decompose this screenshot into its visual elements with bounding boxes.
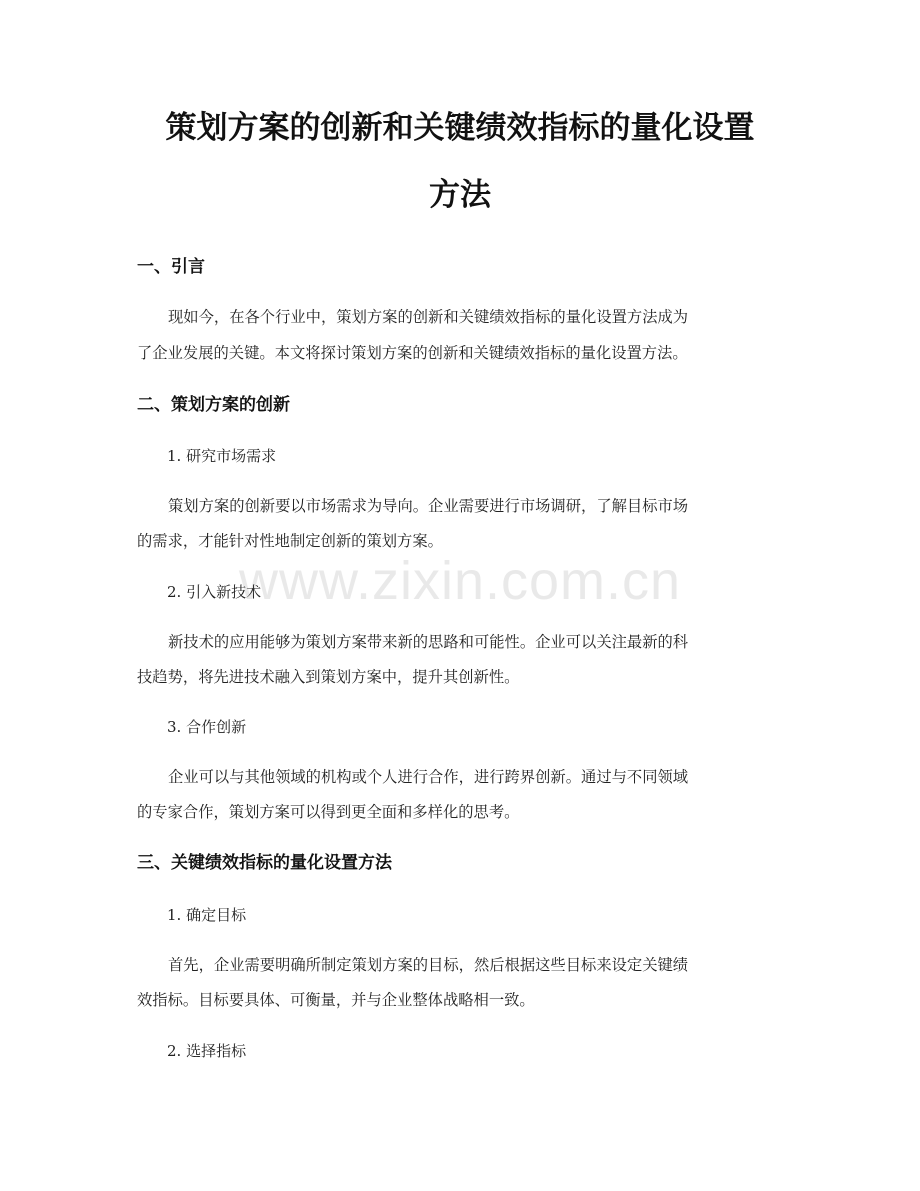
item-label-new-tech: 2. 引入新技术 [167, 583, 262, 601]
item-text-line: 企业可以与其他领域的机构或个人进行合作，进行跨界创新。通过与不同领域 [168, 768, 689, 786]
item-label-market-research: 1. 研究市场需求 [167, 447, 277, 465]
item-text-line: 的专家合作，策划方案可以得到更全面和多样化的思考。 [137, 803, 520, 821]
intro-paragraph-line-2: 了企业发展的关键。本文将探讨策划方案的创新和关键绩效指标的量化设置方法。 [137, 344, 688, 362]
section-heading-kpi: 三、关键绩效指标的量化设置方法 [137, 853, 392, 873]
item-text-line: 新技术的应用能够为策划方案带来新的思路和可能性。企业可以关注最新的科 [168, 633, 689, 651]
item-text-line: 效指标。目标要具体、可衡量，并与企业整体战略相一致。 [137, 991, 535, 1009]
item-text-line: 首先，企业需要明确所制定策划方案的目标，然后根据这些目标来设定关键绩 [168, 956, 689, 974]
item-label-set-goals: 1. 确定目标 [167, 906, 247, 924]
document-title-line-2: 方法 [429, 177, 491, 213]
document-title-line-1: 策划方案的创新和关键绩效指标的量化设置 [165, 110, 755, 146]
intro-paragraph-line-1: 现如今，在各个行业中，策划方案的创新和关键绩效指标的量化设置方法成为 [168, 308, 689, 326]
item-label-cooperation: 3. 合作创新 [167, 718, 247, 736]
item-text-line: 的需求，才能针对性地制定创新的策划方案。 [137, 532, 443, 550]
watermark: www.zixin.com.cn [238, 551, 682, 611]
item-label-choose-indicators: 2. 选择指标 [167, 1042, 247, 1060]
item-text-line: 策划方案的创新要以市场需求为导向。企业需要进行市场调研，了解目标市场 [168, 497, 689, 515]
item-text-line: 技趋势，将先进技术融入到策划方案中，提升其创新性。 [137, 668, 520, 686]
section-heading-innovation: 二、策划方案的创新 [137, 395, 290, 415]
section-heading-intro: 一、引言 [137, 257, 205, 277]
